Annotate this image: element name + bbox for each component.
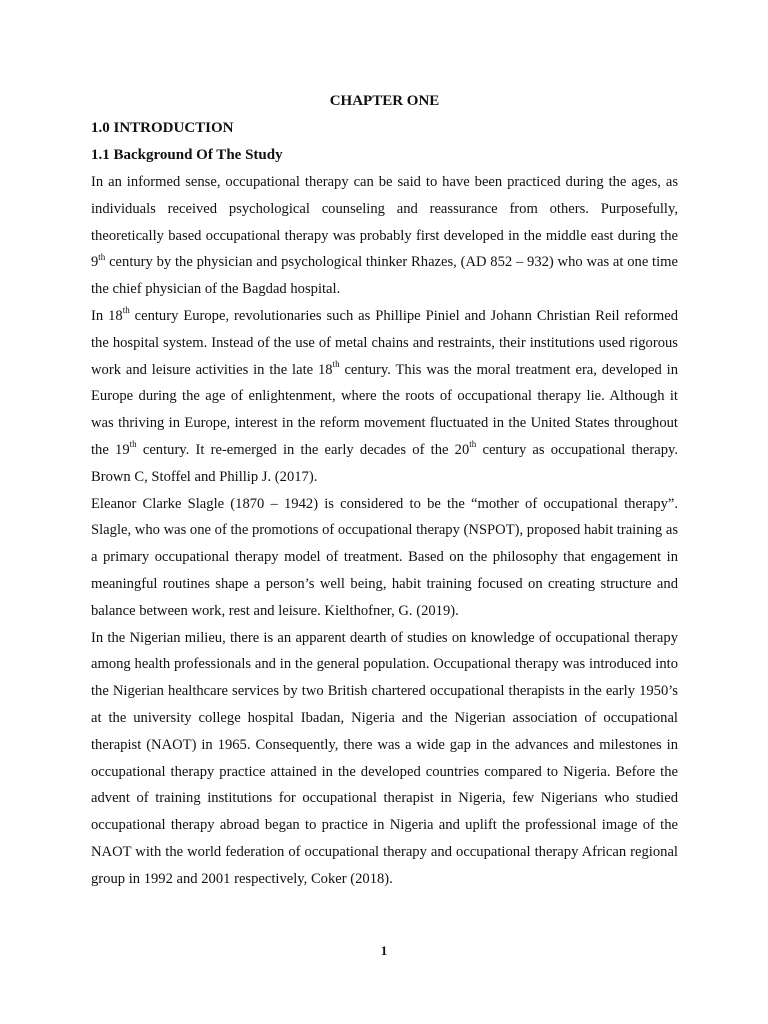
superscript: th — [129, 439, 137, 450]
paragraph-text: In 18 — [91, 307, 123, 324]
paragraph-text: century Europe, revolutionaries such as Phillipe Piniel and Johann Christian Reil reformed the hospital system. Instead of the use of metal chains and restraints, their institutions used rigorous work and leisure activities in the late 18 — [91, 307, 678, 378]
page-number: 1 — [380, 943, 388, 958]
superscript: th — [332, 358, 340, 369]
superscript: th — [98, 251, 106, 262]
paragraph-text: century. It re-emerged in the early decades of the 20 — [136, 441, 470, 458]
paragraph-nigerian-milieu: In the Nigerian milieu, there is an apparent dearth of studies on knowledge of occupational therapy among health professionals and in the general population. Occupational therapy was introduced into the Nigerian healthcare services by two British chartered occupational therapists in the early 1950’s at the university college hospital Ibadan, Nigeria and the Nigerian association of occupational therapist (NAOT) in 1965. Consequently, there was a wide gap in the advances and milestones in occupational therapy practice attained in the developed countries compared to Nigeria. Before the advent of training institutions for occupational therapist in Nigeria, few Nigerians who studied occupational therapy abroad began to practice in Nigeria and uplift the professional image of the NAOT with the world federation of occupational therapy and occupational therapy African regional group in 1992 and 2001 respectively, Coker (2018). — [91, 629, 678, 887]
paragraph-history-origins — [91, 169, 678, 303]
paragraph-slagle: Eleanor Clarke Slagle (1870 – 1942) is considered to be the “mother of occupational therapy”. Slagle, who was one of the promotions of occupational therapy (NSPOT), proposed habit training as a primary occupational therapy model of treatment. Based on the philosophy that engagement in meaningful routines shape a person’s well being, habit training focused on creating structure and balance between work, rest and leisure. Kielthofner, G. (2019). — [91, 495, 678, 619]
document-page — [91, 88, 678, 893]
paragraph-text: century. This was the moral treatment era, developed in Europe during the age of enlightenment, where the roots of occupational therapy lie. Although it was thriving in Europe, interest in the reform movement fluctuated in the United States throughout the 19 — [91, 361, 678, 458]
paragraph-text: century as occupational therapy. Brown C, Stoffel and Phillip J. (2017). — [91, 441, 679, 485]
superscript: th — [469, 439, 477, 450]
paragraph-text: century by the physician and psychological thinker Rhazes, (AD 852 – 932) who was at one time the chief physician of the Bagdad hospital. — [91, 254, 678, 298]
paragraph-moral-treatment — [91, 303, 678, 491]
subsection-heading: 1.1 Background Of The Study — [91, 147, 283, 163]
chapter-title: CHAPTER ONE — [329, 93, 440, 109]
paragraph-text: In an informed sense, occupational therapy can be said to have been practiced during the ages, as individuals received psychological counseling and reassurance from others. Purposefully, theoretically based occupational therapy was probably first developed in the middle east during the 9 — [91, 174, 678, 271]
superscript: th — [122, 305, 130, 316]
section-heading: 1.0 INTRODUCTION — [91, 120, 234, 136]
